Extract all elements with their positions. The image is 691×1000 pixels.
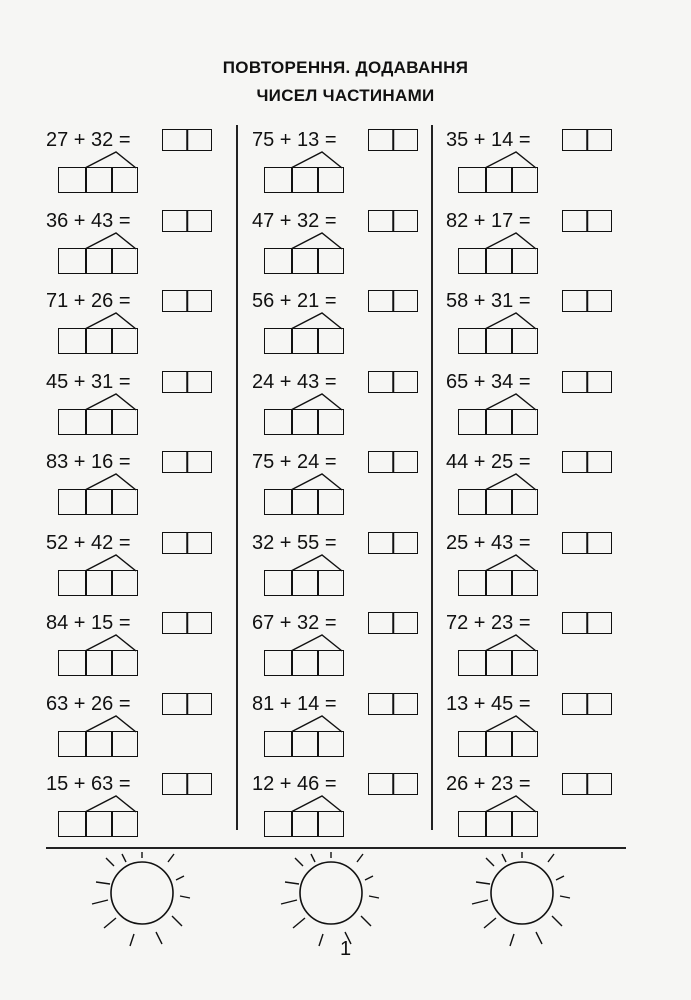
page-number: 1	[339, 938, 352, 960]
answer-box[interactable]	[162, 129, 212, 151]
decomposition-boxes[interactable]	[264, 811, 344, 837]
exercise-item	[252, 447, 452, 527]
exercise-expression: 26 + 23 =	[446, 773, 531, 795]
exercise-expression: 82 + 17 =	[446, 209, 531, 232]
answer-box[interactable]	[562, 210, 612, 232]
exercise-item	[46, 608, 246, 688]
decomposition-boxes[interactable]	[264, 167, 344, 193]
answer-box[interactable]	[162, 290, 212, 312]
answer-box[interactable]	[368, 773, 418, 795]
exercise-expression: 72 + 23 =	[446, 612, 531, 634]
exercise-item	[446, 367, 646, 447]
exercise-expression: 58 + 31 =	[446, 290, 531, 312]
answer-box[interactable]	[162, 532, 212, 554]
exercise-item	[252, 689, 452, 769]
exercise-item	[446, 286, 646, 366]
decomposition-boxes[interactable]	[264, 248, 344, 274]
exercise-item	[252, 206, 452, 286]
decomposition-boxes[interactable]	[458, 409, 538, 435]
answer-box[interactable]	[562, 129, 612, 151]
exercise-expression: 45 + 31 =	[46, 370, 131, 393]
decomposition-boxes[interactable]	[458, 570, 538, 596]
decomposition-boxes[interactable]	[58, 489, 138, 515]
answer-box[interactable]	[162, 210, 212, 232]
answer-box[interactable]	[162, 773, 212, 795]
decomposition-boxes[interactable]	[58, 409, 138, 435]
page-title-line-2: ЧИСЕЛ ЧАСТИНАМИ	[256, 86, 435, 105]
decomposition-boxes[interactable]	[458, 167, 538, 193]
answer-box[interactable]	[162, 371, 212, 393]
answer-box[interactable]	[368, 129, 418, 151]
exercise-item	[446, 125, 646, 205]
exercise-expression: 15 + 63 =	[46, 773, 131, 795]
decomposition-boxes[interactable]	[264, 489, 344, 515]
answer-box[interactable]	[368, 290, 418, 312]
decomposition-boxes[interactable]	[458, 248, 538, 274]
exercise-expression: 44 + 25 =	[446, 451, 531, 473]
answer-box[interactable]	[562, 451, 612, 473]
answer-box[interactable]	[368, 371, 418, 393]
exercise-expression: 35 + 14 =	[446, 129, 531, 151]
decomposition-boxes[interactable]	[58, 328, 138, 354]
exercise-item	[46, 528, 246, 608]
answer-box[interactable]	[562, 773, 612, 795]
decomposition-boxes[interactable]	[458, 328, 538, 354]
exercise-expression: 25 + 43 =	[446, 531, 531, 554]
decomposition-boxes[interactable]	[264, 731, 344, 757]
answer-box[interactable]	[368, 612, 418, 634]
column-divider	[236, 125, 238, 830]
exercise-expression: 13 + 45 =	[446, 692, 531, 715]
page-title-line-1: ПОВТОРЕННЯ. ДОДАВАННЯ	[222, 58, 469, 77]
exercise-item	[446, 689, 646, 769]
exercise-item	[252, 286, 452, 366]
exercise-expression: 71 + 26 =	[46, 290, 131, 312]
exercise-expression: 65 + 34 =	[446, 370, 531, 393]
exercise-column	[252, 125, 452, 835]
answer-box[interactable]	[162, 451, 212, 473]
answer-box[interactable]	[562, 371, 612, 393]
exercise-column	[446, 125, 646, 835]
decomposition-boxes[interactable]	[58, 167, 138, 193]
exercise-item	[46, 286, 246, 366]
exercise-item	[46, 769, 246, 849]
decomposition-boxes[interactable]	[264, 570, 344, 596]
answer-box[interactable]	[562, 290, 612, 312]
exercise-expression: 56 + 21 =	[252, 290, 337, 312]
answer-box[interactable]	[562, 612, 612, 634]
answer-box[interactable]	[162, 612, 212, 634]
exercise-expression: 75 + 13 =	[252, 129, 337, 151]
exercise-item	[252, 608, 452, 688]
exercise-expression: 84 + 15 =	[46, 612, 131, 634]
exercise-expression: 47 + 32 =	[252, 209, 337, 232]
answer-box[interactable]	[368, 693, 418, 715]
exercise-item	[446, 608, 646, 688]
decomposition-boxes[interactable]	[458, 489, 538, 515]
decomposition-boxes[interactable]	[58, 248, 138, 274]
exercise-item	[46, 206, 246, 286]
column-divider	[431, 125, 433, 830]
exercise-expression: 63 + 26 =	[46, 692, 131, 715]
exercise-expression: 81 + 14 =	[252, 692, 337, 715]
decomposition-boxes[interactable]	[458, 731, 538, 757]
answer-box[interactable]	[368, 210, 418, 232]
answer-box[interactable]	[562, 693, 612, 715]
decomposition-boxes[interactable]	[58, 650, 138, 676]
exercise-expression: 75 + 24 =	[252, 451, 337, 473]
exercise-expression: 27 + 32 =	[46, 129, 131, 151]
exercise-item	[446, 447, 646, 527]
exercise-expression: 32 + 55 =	[252, 531, 337, 554]
exercise-item	[252, 769, 452, 849]
exercise-item	[252, 125, 452, 205]
answer-box[interactable]	[368, 532, 418, 554]
exercise-item	[46, 367, 246, 447]
exercise-expression: 52 + 42 =	[46, 531, 131, 554]
decomposition-boxes[interactable]	[58, 731, 138, 757]
exercise-column	[46, 125, 246, 835]
exercise-item	[46, 689, 246, 769]
exercise-item	[446, 206, 646, 286]
decomposition-boxes[interactable]	[264, 409, 344, 435]
exercise-expression: 67 + 32 =	[252, 612, 337, 634]
exercise-expression: 12 + 46 =	[252, 773, 337, 795]
decomposition-boxes[interactable]	[264, 328, 344, 354]
exercise-item	[252, 528, 452, 608]
answer-box[interactable]	[162, 693, 212, 715]
exercise-item	[252, 367, 452, 447]
exercise-item	[446, 528, 646, 608]
exercise-item	[46, 125, 246, 205]
exercise-expression: 83 + 16 =	[46, 451, 131, 473]
answer-box[interactable]	[562, 532, 612, 554]
answer-box[interactable]	[368, 451, 418, 473]
exercise-expression: 36 + 43 =	[46, 209, 131, 232]
decomposition-boxes[interactable]	[458, 650, 538, 676]
exercise-item	[46, 447, 246, 527]
decomposition-boxes[interactable]	[58, 811, 138, 837]
decomposition-boxes[interactable]	[458, 811, 538, 837]
exercise-expression: 24 + 43 =	[252, 370, 337, 393]
exercise-item	[446, 769, 646, 849]
decomposition-boxes[interactable]	[58, 570, 138, 596]
decomposition-boxes[interactable]	[264, 650, 344, 676]
